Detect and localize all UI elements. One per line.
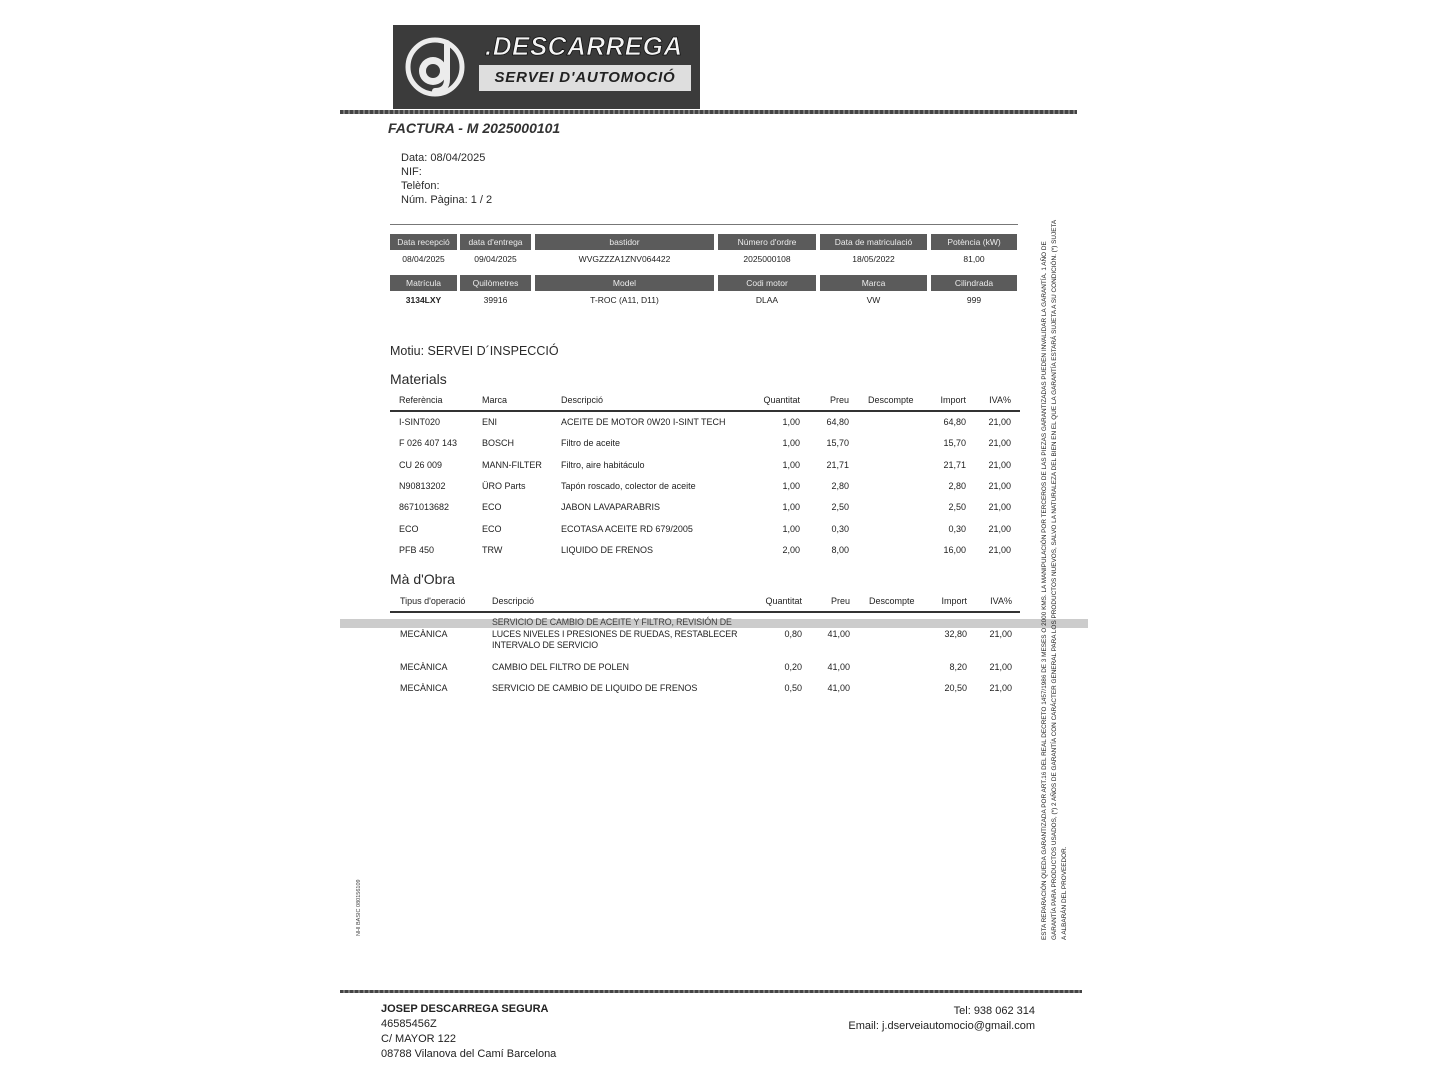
cell-operation-type: MECÀNICA: [400, 629, 448, 639]
cell-description: Tapón roscado, colector de aceite: [561, 481, 696, 491]
vehicle-header-make: Marca: [820, 275, 927, 291]
col-header-price: Preu: [829, 395, 849, 405]
header-divider: [340, 110, 1077, 114]
vehicle-engine-code: DLAA: [755, 295, 779, 305]
col-header-description: Descripció: [492, 596, 535, 606]
cell-quantity: 0,20: [784, 662, 802, 672]
cell-description: CAMBIO DEL FILTRO DE POLEN: [492, 662, 630, 672]
side-print-code: NHI BASIC 080156109: [356, 879, 362, 936]
cell-amount: 2,50: [948, 502, 966, 512]
footer-email: Email: j.dserveiautomocio@gmail.com: [848, 1020, 1035, 1032]
vehicle-header-delivery-date: data d'entrega: [460, 234, 531, 250]
vehicle-header-reception-date: Data recepció: [390, 234, 457, 250]
invoice-info: [401, 151, 492, 207]
cell-amount: 21,71: [943, 460, 966, 470]
table-row: [390, 661, 1022, 674]
table-row: [390, 682, 1022, 695]
logo-tagline: SERVEI D'AUTOMOCIÓ: [479, 65, 691, 91]
cell-amount: 0,30: [948, 524, 966, 534]
table-row: [390, 416, 1022, 429]
vehicle-mileage: 39916: [483, 295, 508, 305]
materials-header-divider: [390, 410, 1020, 412]
info-page-number: Núm. Pàgina: 1 / 2: [401, 194, 493, 206]
cell-price: 8,00: [831, 545, 849, 555]
cell-quantity: 0,50: [784, 683, 802, 693]
col-header-vat: IVA%: [989, 395, 1011, 405]
footer-company: [381, 1002, 556, 1062]
cell-brand: ECO: [482, 502, 502, 512]
cell-price: 21,71: [826, 460, 849, 470]
cell-quantity: 1,00: [782, 438, 800, 448]
info-phone: Telèfon:: [401, 180, 440, 192]
cell-amount: 32,80: [944, 629, 967, 639]
cell-quantity: 1,00: [782, 460, 800, 470]
cell-quantity: 1,00: [782, 502, 800, 512]
vehicle-header-power: Potència (kW): [931, 234, 1017, 250]
info-divider: [390, 224, 1018, 225]
col-header-reference: Referència: [399, 395, 443, 405]
cell-description: SERVICIO DE CAMBIO DE ACEITE Y FILTRO, REVISIÓN DE LUCES NIVELES I PRESIONES DE RUEDAS, RESTABLECER INTERVALO DE SERVICIO: [492, 617, 738, 650]
materials-title: Materials: [390, 371, 447, 387]
vehicle-header-model: Model: [535, 275, 714, 291]
cell-vat: 21,00: [988, 417, 1011, 427]
table-row: [390, 523, 1022, 536]
col-header-quantity: Quantitat: [765, 596, 802, 606]
footer-phone: Tel: 938 062 314: [953, 1005, 1035, 1017]
cell-reference: CU 26 009: [399, 460, 443, 470]
table-row: [390, 480, 1022, 493]
vehicle-header-plate: Matrícula: [390, 275, 457, 291]
cell-reference: I-SINT020: [399, 417, 441, 427]
cell-quantity: 0,80: [784, 629, 802, 639]
cell-brand: ÜRO Parts: [482, 481, 526, 491]
col-header-amount: Import: [941, 596, 967, 606]
vehicle-plate: 3134LXY: [405, 295, 442, 305]
warranty-line: A ALBARÁN DEL PROVEEDOR.: [1061, 846, 1068, 940]
cell-amount: 64,80: [943, 417, 966, 427]
cell-vat: 21,00: [988, 460, 1011, 470]
cell-amount: 2,80: [948, 481, 966, 491]
vehicle-power: 81,00: [963, 254, 985, 264]
cell-price: 2,50: [831, 502, 849, 512]
invoice-title: FACTURA - M 2025000101: [388, 120, 561, 136]
cell-vat: 21,00: [989, 662, 1012, 672]
cell-price: 41,00: [827, 662, 850, 672]
vehicle-delivery-date: 09/04/2025: [474, 254, 517, 264]
cell-price: 15,70: [826, 438, 849, 448]
warranty-note: [1040, 140, 1070, 940]
col-header-discount: Descompte: [868, 395, 914, 405]
table-row: [390, 459, 1022, 472]
labour-header-divider: [390, 611, 1020, 613]
footer-address: C/ MAYOR 122: [381, 1033, 456, 1045]
cell-description: Filtro de aceite: [561, 438, 621, 448]
cell-quantity: 1,00: [782, 417, 800, 427]
cell-vat: 21,00: [988, 481, 1011, 491]
labour-header-row: [390, 595, 1022, 608]
cell-vat: 21,00: [988, 502, 1011, 512]
scan-artifact-band: [340, 619, 1088, 628]
cell-description: Filtro, aire habitáculo: [561, 460, 645, 470]
service-reason: Motiu: SERVEI D´INSPECCIÓ: [390, 344, 559, 358]
cell-brand: ENI: [482, 417, 498, 427]
cell-amount: 20,50: [944, 683, 967, 693]
cell-amount: 15,70: [943, 438, 966, 448]
materials-header-row: [390, 394, 1022, 407]
cell-quantity: 1,00: [782, 524, 800, 534]
vehicle-header-registration-date: Data de matriculació: [820, 234, 927, 250]
col-header-price: Preu: [830, 596, 850, 606]
info-nif: NIF:: [401, 166, 422, 178]
table-row: [390, 437, 1022, 450]
vehicle-chassis: WVGZZZA1ZNV064422: [578, 254, 671, 264]
cell-description: SERVICIO DE CAMBIO DE LIQUIDO DE FRENOS: [492, 683, 698, 693]
cell-vat: 21,00: [988, 524, 1011, 534]
vehicle-header-displacement: Cilindrada: [931, 275, 1017, 291]
cell-price: 41,00: [827, 683, 850, 693]
cell-description: LIQUIDO DE FRENOS: [561, 545, 654, 555]
cell-brand: ECO: [482, 524, 502, 534]
col-header-vat: IVA%: [990, 596, 1012, 606]
table-row: [390, 544, 1022, 557]
cell-vat: 21,00: [988, 438, 1011, 448]
cell-reference: N90813202: [399, 481, 446, 491]
cell-price: 0,30: [831, 524, 849, 534]
cell-vat: 21,00: [989, 683, 1012, 693]
cell-reference: ECO: [399, 524, 419, 534]
cell-description: ECOTASA ACEITE RD 679/2005: [561, 524, 693, 534]
footer-city: 08788 Vilanova del Camí Barcelona: [381, 1048, 557, 1060]
footer-name: JOSEP DESCARREGA SEGURA: [381, 1003, 549, 1015]
col-header-discount: Descompte: [869, 596, 915, 606]
vehicle-model: T-ROC (A11, D11): [590, 295, 659, 305]
cell-reference: PFB 450: [399, 545, 435, 555]
vehicle-header-mileage: Quilòmetres: [460, 275, 531, 291]
cell-operation-type: MECÀNICA: [400, 662, 448, 672]
cell-quantity: 1,00: [782, 481, 800, 491]
cell-amount: 16,00: [943, 545, 966, 555]
vehicle-order-number: 2025000108: [743, 254, 791, 264]
cell-operation-type: MECÀNICA: [400, 683, 448, 693]
company-logo: [393, 25, 700, 109]
info-date: Data: 08/04/2025: [401, 152, 486, 164]
cell-brand: MANN-FILTER: [482, 460, 542, 470]
vehicle-reception-date: 08/04/2025: [402, 254, 445, 264]
cell-description: JABON LAVAPARABRIS: [561, 502, 661, 512]
cell-brand: TRW: [482, 545, 503, 555]
table-row: [390, 501, 1022, 514]
footer-divider: [340, 990, 1082, 993]
footer-contact: [815, 1004, 1035, 1034]
vehicle-header-chassis: bastidor: [535, 234, 714, 250]
cell-reference: 8671013682: [399, 502, 450, 512]
logo-emblem-icon: [403, 35, 467, 99]
cell-price: 64,80: [826, 417, 849, 427]
col-header-description: Descripció: [561, 395, 604, 405]
col-header-quantity: Quantitat: [763, 395, 800, 405]
vehicle-header-order-number: Número d'ordre: [718, 234, 816, 250]
cell-amount: 8,20: [949, 662, 967, 672]
footer-nif: 46585456Z: [381, 1018, 437, 1030]
col-header-brand: Marca: [482, 395, 508, 405]
cell-price: 41,00: [827, 629, 850, 639]
col-header-amount: Import: [940, 395, 966, 405]
vehicle-make: VW: [866, 295, 881, 305]
cell-reference: F 026 407 143: [399, 438, 458, 448]
cell-vat: 21,00: [989, 629, 1012, 639]
cell-price: 2,80: [831, 481, 849, 491]
warranty-line: GARANTÍA PARA PRODUCTOS USADOS, (*) 2 AÑOS DE GARANTÍA CON CARÁCTER GENERAL PARA LOS PRODUCTOS NUEVOS, SALVO LA NATURALEZA DEL BIEN EN EL QUE LA GARANTÍA ESTARÁ SUJETA A SU CONDICIÓN. (*) SUJETA: [1051, 219, 1058, 940]
warranty-line: ESTA REPARACIÓN QUEDA GARANTIZADA POR ART.16 DEL REAL DECRETO 1457/1986 DE 3 MESES O 2000 KMS. LA MANIPULACIÓN POR TERCEROS DE LAS PIEZAS GARANTIZADAS PUEDEN INVALIDAR LA GARANTÍA. 1 AÑO DE: [1041, 241, 1048, 940]
cell-brand: BOSCH: [482, 438, 515, 448]
vehicle-registration-date: 18/05/2022: [852, 254, 895, 264]
cell-description: ACEITE DE MOTOR 0W20 I-SINT TECH: [561, 417, 726, 427]
col-header-operation-type: Tipus d'operació: [400, 596, 466, 606]
labour-title: Mà d'Obra: [390, 571, 455, 587]
cell-vat: 21,00: [988, 545, 1011, 555]
vehicle-displacement: 999: [966, 295, 982, 305]
cell-quantity: 2,00: [782, 545, 800, 555]
vehicle-header-engine-code: Codi motor: [718, 275, 816, 291]
logo-wordmark: .DESCARREGA: [485, 31, 683, 61]
